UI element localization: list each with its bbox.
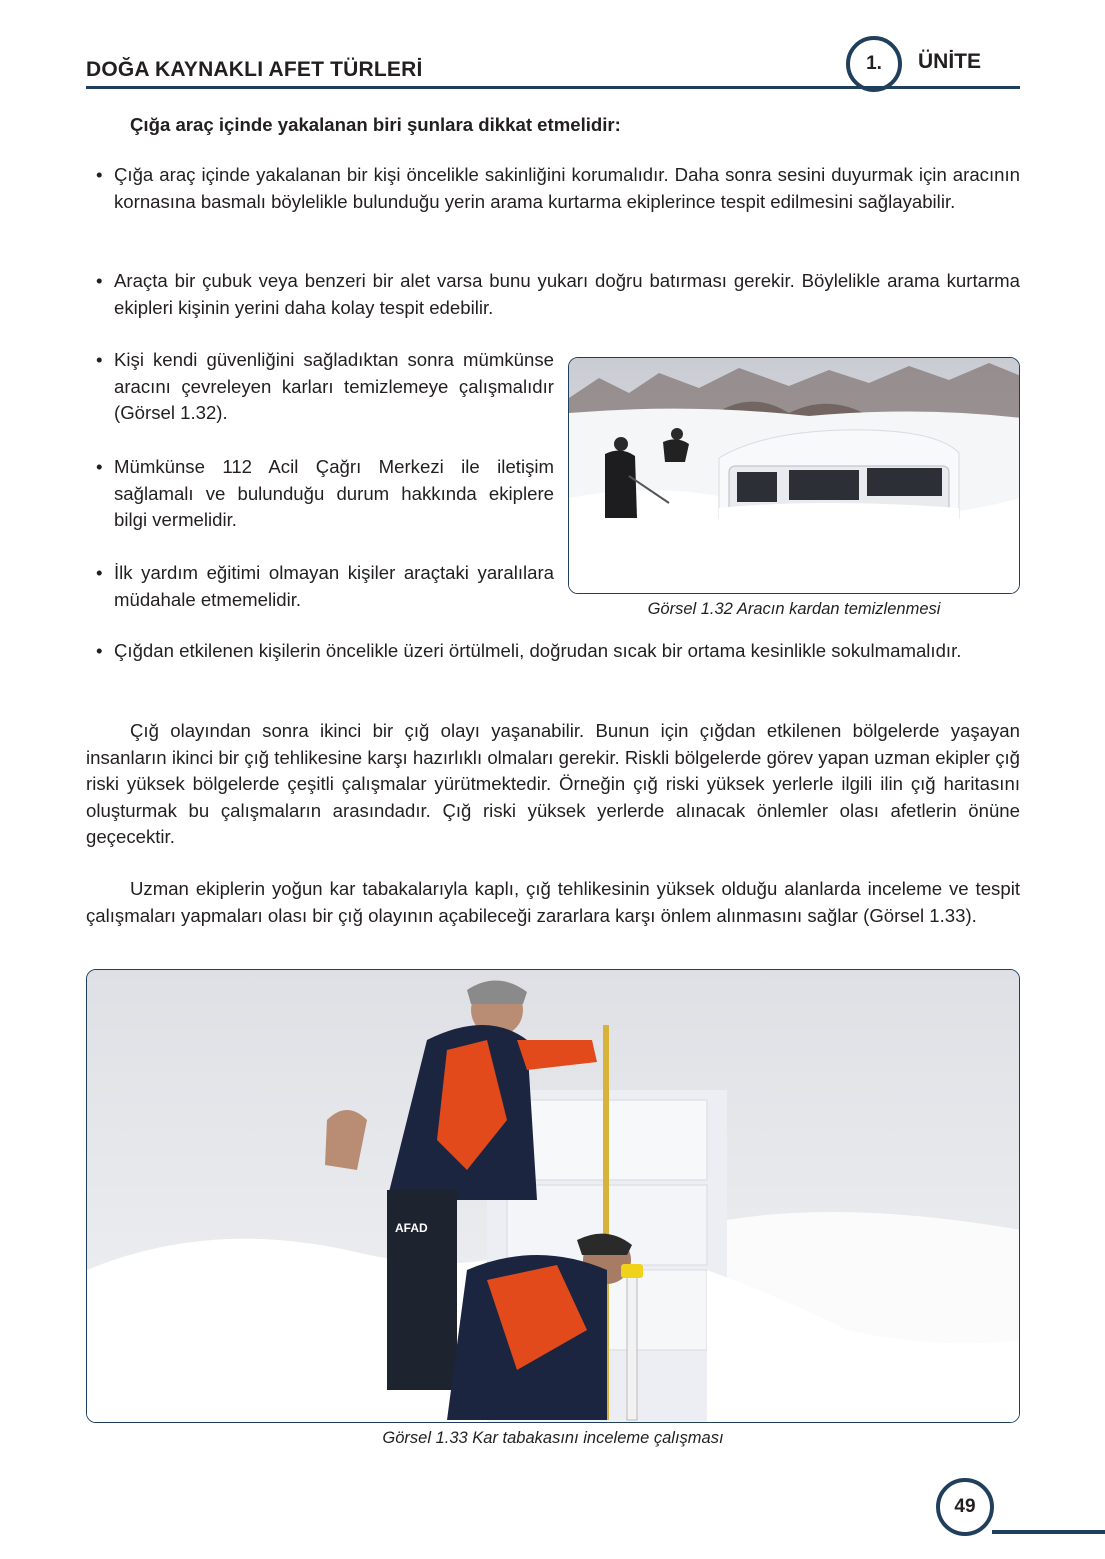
intro-heading: Çığa araç içinde yakalanan biri şunlara dikkat etmelidir: (130, 114, 621, 135)
bullet-text: Çığdan etkilenen kişilerin öncelikle üzeri örtülmeli, doğrudan sıcak bir ortama kesinlikle sokulmamalıdır. (114, 640, 962, 661)
bullet-text: İlk yardım eğitimi olmayan kişiler araçtaki yaralılara müdahale etmemelidir. (114, 562, 554, 610)
figure-1-33-photo (86, 969, 1020, 1423)
page-number-badge (936, 1478, 1105, 1538)
bullet-dot: • (96, 562, 103, 583)
bullet-item (86, 560, 554, 613)
bullet-text: Araçta bir çubuk veya benzeri bir alet varsa bunu yukarı doğru batırması gerekir. Böylelikle arama kurtarma ekipleri kişinin yerini daha kolay tespit edebilir. (114, 270, 1020, 318)
chapter-title: DOĞA KAYNAKLI AFET TÜRLERİ (86, 58, 423, 81)
bullet-item (86, 347, 554, 427)
figure-1-33-caption: Görsel 1.33 Kar tabakasını inceleme çalışması (382, 1429, 724, 1447)
unit-badge (846, 36, 1026, 92)
bullet-text: Kişi kendi güvenliğini sağladıktan sonra mümkünse aracını çevreleyen karları temizlemeye çalışmalıdır (Görsel 1.32). (114, 349, 554, 423)
unit-label: ÜNİTE (918, 50, 981, 73)
bullet-item (86, 638, 1020, 665)
bullet-item (86, 454, 554, 534)
footer-rule (992, 1530, 1105, 1534)
figure-1-32-caption: Görsel 1.32 Aracın kardan temizlenmesi (647, 600, 941, 618)
jacket-logo-text: AFAD (395, 1221, 428, 1235)
bullet-dot: • (96, 640, 103, 661)
bullet-dot: • (96, 164, 103, 185)
snow-car-illustration (569, 358, 1020, 594)
bullet-text: Mümkünse 112 Acil Çağrı Merkezi ile iletişim sağlamalı ve bulunduğu durum hakkında ekiplere bilgi vermelidir. (114, 456, 554, 530)
page-number: 49 (936, 1478, 994, 1536)
header-rule (86, 86, 1020, 89)
bullet-item (86, 268, 1020, 321)
body-paragraph: Uzman ekiplerin yoğun kar tabakalarıyla kaplı, çığ tehlikesinin yüksek olduğu alanlarda inceleme ve tespit çalışmaları yapmaları olası bir çığ olayının açabileceği zararlara karşı önlem alınmasını sağlar (Görsel 1.33). (86, 878, 1020, 926)
bullet-dot: • (96, 456, 103, 477)
unit-number: 1. (846, 36, 902, 92)
bullet-text: Çığa araç içinde yakalanan bir kişi öncelikle sakinliğini korumalıdır. Daha sonra sesini duyurmak için aracının kornasına basmalı böylelikle bulunduğu yerin arama kurtarma ekiplerince tespit edilmesini sağlayabilir. (114, 164, 1020, 212)
bullet-dot: • (96, 270, 103, 291)
figure-1-32-photo (568, 357, 1020, 594)
body-paragraph: Çığ olayından sonra ikinci bir çığ olayı yaşanabilir. Bunun için çığdan etkilenen bölgelerde yaşayan insanların ikinci bir çığ tehlikesine karşı hazırlıklı olmaları gerekir. Riskli bölgelerde görev yapan uzman ekipler çığ riski yüksek bölgelerde çeşitli çalışmalar yürütmektedir. Örneğin çığ riski yüksek yerlerle ilgili ilin çığ haritasını oluşturmak bu çalışmaların arasındadır. Çığ riski yüksek yerlerde alınacak önlemler olası afetlerin önüne geçecektir. (86, 720, 1020, 847)
snow-inspection-illustration (87, 970, 1020, 1423)
bullet-dot: • (96, 349, 103, 370)
bullet-item (86, 162, 1020, 215)
